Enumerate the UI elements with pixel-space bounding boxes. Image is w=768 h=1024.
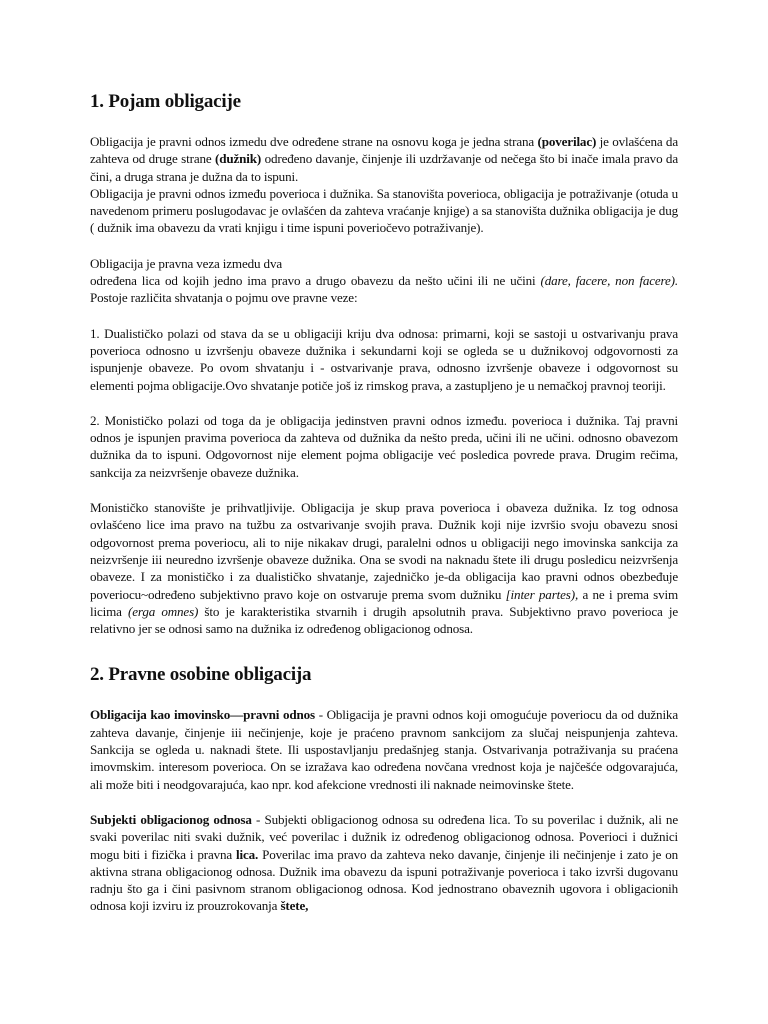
paragraph-definition [90,133,678,237]
latin-inter-partes: [inter partes), [505,586,579,602]
term-poverilac: (poverilac) [537,134,597,149]
text-run: Obligacija je pravna veza izmedu dva [90,255,283,271]
term-duznik: (dužnik) [215,151,262,167]
text-run: Monističko stanovište je prihvatljivije. Obligacija je skup prava poverioca i obaveza dužnika. Iz tog odnosa ovlašćeno lice ima pravo na tužbu za ostvarivanje svojih prava. Dužnik koji nije izvršio svoju obavezu snosi odgovornost prema poveriocu, ali to nije nikakav drugi, paralelni odnos u obligaciji nego imovinska sankcija za neizvršenje iii neuredno izvršenje obaveze dužnika. Ona se svodi na naknadu štete ili drugu posledicu neizvršenja obaveze. I za monističko i za dualističko shvatanje, zajedničko je-da obligacija kao pravni odnos obezbeđuje poveriocu~određeno subjektivno pravo koje on ostvaruje prema svom dužniku [90,500,678,602]
paragraph-subjects [90,811,678,915]
subheading-subjects: Subjekti obligacionog odnosa [90,811,252,827]
latin-erga-omnes: (erga omnes) [128,603,199,619]
term-lica: lica. [236,846,259,862]
document-body [90,90,678,915]
paragraph-legal-bond [90,255,678,307]
text-run: Postoje različita shvatanja o pojmu ove pravne veze: [90,290,358,306]
paragraph-dualist: 1. Dualističko polazi od stava da se u obligaciji kriju dva odnosa: primarni, koji se sastoji u ostvarivanju prava poverioca odnosno u izvršenju obaveze dužnika i sekundarni koji se ogleda se u dužnikovoj odgovornosti za ispunjenje obaveze. Po ovom shvatanju i - ostvarivanje prava, odnosno izvršenje obaveze i odgovornost su elementi pojma obligacije.Ovo shvatanje potiče još iz rimskog prava, a zastupljeno je u nemačkoj pravnoj teoriji. [90,325,678,393]
text-run: Obligacija je pravni odnos izmedu dve određene strane na osnovu koga je jedna strana [90,134,538,149]
text-run: određena lica od kojih jedno ima pravo a drugo obavezu da nešto učini ili ne učini [90,273,541,289]
text-run: Poverilac ima pravo da zahteva neko davanje, činjenje ili nečinjenje i zato je on aktivna strana obligacionog odnosa. Dužnik ima obavezu da ispuni potraživanje poverioca i tako izvrši dugovanu radnju što ga i čini pasivnom stranom obligacionog odnosa. Kod jednostrano obaveznih ugovora i obligacionih odnosa koji izviru iz prouzrokovanja [90,846,678,914]
paragraph-monist-view [90,499,678,637]
section-2-title: 2. Pravne osobine obligacija [90,664,312,686]
text-run: a ne i prema svim licima [90,586,679,619]
subheading-property: Obligacija kao imovinsko—pravni odnos [90,707,315,723]
text-run: je ovlašćena da zahteva od druge strane [90,134,678,167]
section-1-title: 1. Pojam obligacije [90,91,241,112]
term-stete: štete, [280,898,309,914]
text-run: što je karakteristika stvarnih i drugih apsolutnih prava. Subjektivno pravo poverioca je relativno jer se odnosi samo na dužnika iz određenog obligacionog odnosa. [90,603,678,637]
text-run: - Subjekti obligacionog odnosa su određena lica. To su poverilac i dužnik, ali ne svaki poverilac niti svaki dužnik, već poverilac i dužnik iz određenog obligacionog odnosa. Poverioci i dužnici mogu biti i fizička i pravna [90,811,678,862]
paragraph-relation: Obligacija je pravni odnos između poverioca i dužnika. Sa stanovišta poverioca, obligacija je potraživanje (otuda u navedenom primeru poslugodavac je ovlašćen da zahteva vraćanje knjige) a sa stanovišta dužnika obligacija je dug ( dužnik ima obavezu da vrati knjigu i time ispuni poveriočevo potraživanje). [90,185,678,236]
paragraph-property-relation [90,706,678,792]
text-run: određeno davanje, činjenje ili uzdržavanje od nečega što bi inače imala pravo da čini, a druga strana je dužna da to ispuni. [90,151,678,184]
text-run: - Obligacija je pravni odnos koji omogućuje poveriocu da od dužnika zahteva davanje, činjenje iii nečinjenje, koje je praćeno pravnom sankcijom za slučaj neispunjenja zahteva. Sankcija se ogleda u. naknadi štete. Ili uspostavljanju predašnjeg stanja. Ostvarivanja potraživanja su praćena imovmskim. interesom poverioca. On se izražava kao određena novčana vrednost koja je najčešće odgovarajuća, ali može biti i neodgovarajuća, kao npr. kod afekcione vrednosti ili naknade neimovinske štete. [90,707,678,792]
paragraph-monist: 2. Monističko polazi od toga da je obligacija jedinstven pravni odnos između. poverioca i dužnika. Taj pravni odnos je ispunjen pravima poverioca da zahteva od dužnika da nešto preda, učini ili ne učini. odnosno obavezom dužnika da to ispuni. Odgovornost nije element pojma obligacije već posledica povrede prava. Drugim rečima, sankcija za neizvršenje obaveze dužnika. [90,412,678,480]
latin-phrase: (dare, facere, non facere). [540,273,678,289]
